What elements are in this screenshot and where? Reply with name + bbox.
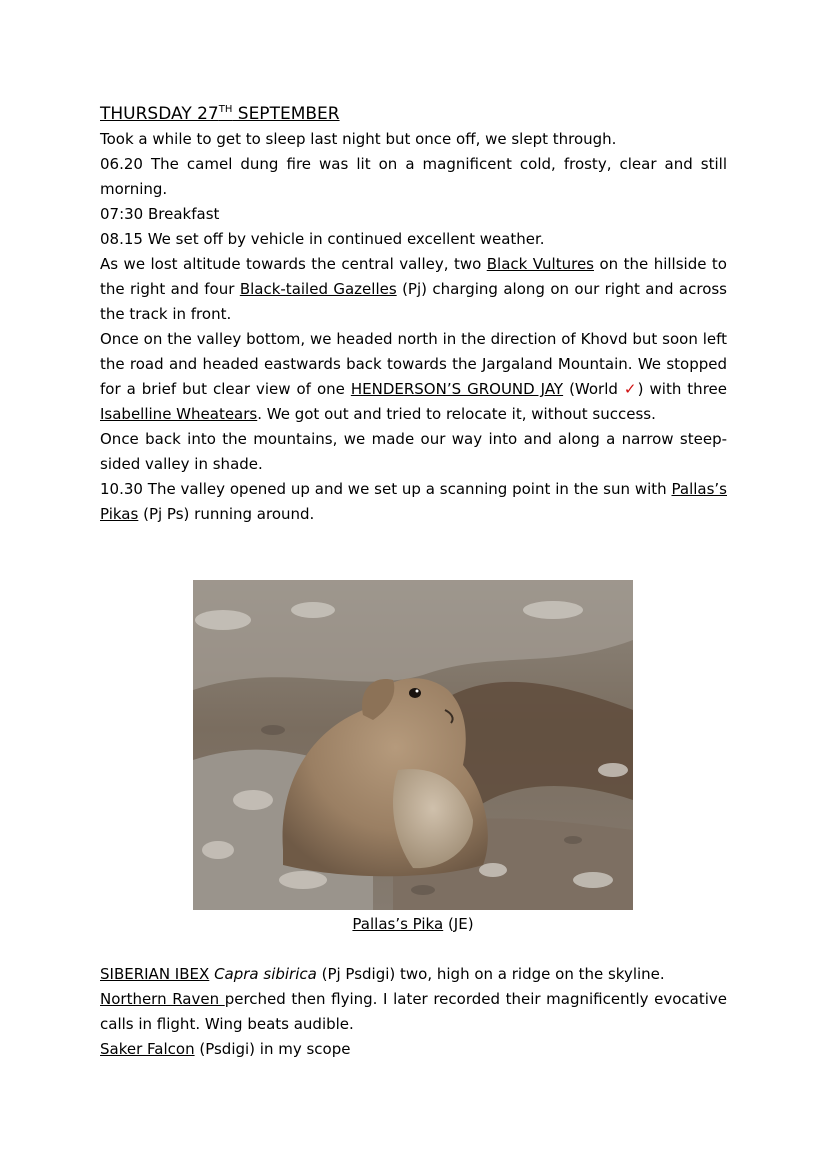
paragraph-scanning-point: 10.30 The valley opened up and we set up a scanning point in the sun with Pallas’s Pikas (Pj Ps) running around.	[100, 480, 727, 523]
species-hendersons-ground-jay: HENDERSON’S GROUND JAY	[350, 380, 564, 398]
species-pallas-pikas: Pallas’s Pikas	[100, 480, 727, 523]
species-saker-falcon: Saker Falcon	[100, 1040, 195, 1058]
photo-caption	[193, 912, 633, 937]
scientific-name: Capra sibirica	[214, 965, 317, 983]
caption-species: Pallas’s Pika	[352, 915, 444, 933]
paragraph-saker: Saker Falcon (Psdigi) in my scope	[100, 1040, 351, 1058]
paragraph-mountains: Once back into the mountains, we made our way into and along a narrow steep-sided valley in shade.	[100, 430, 727, 473]
paragraph-altitude: As we lost altitude towards the central valley, two Black Vultures on the hillside to the right and four Black-tailed Gazelles (Pj) charging along on our right and across the track in front.	[100, 255, 727, 323]
species-northern-raven: Northern Raven	[100, 990, 225, 1008]
checkmark-icon: ✓	[623, 380, 638, 398]
species-black-vultures: Black Vultures	[486, 255, 594, 273]
paragraph-fire: 06.20 The camel dung fire was lit on a magnificent cold, frosty, clear and still morning.	[100, 155, 727, 198]
paragraph-set-off: 08.15 We set off by vehicle in continued excellent weather.	[100, 230, 545, 248]
diary-text	[100, 101, 727, 527]
species-siberian-ibex: SIBERIAN IBEX	[100, 965, 210, 983]
paragraph-breakfast: 07:30 Breakfast	[100, 205, 220, 223]
diary-text-continued	[100, 962, 727, 1062]
pallas-pika-photo	[193, 580, 633, 910]
page-title: THURSDAY 27TH SEPTEMBER	[100, 104, 340, 124]
paragraph-sleep: Took a while to get to sleep last night but once off, we slept through.	[100, 130, 617, 148]
caption-credit: (JE)	[443, 915, 474, 933]
paragraph-ibex: SIBERIAN IBEX Capra sibirica (Pj Psdigi) two, high on a ridge on the skyline.	[100, 965, 665, 983]
title-superscript: TH	[218, 104, 233, 115]
paragraph-valley-bottom: Once on the valley bottom, we headed north in the direction of Khovd but soon left the road and headed eastwards back towards the Jargaland Mountain. We stopped for a brief but clear view of one HENDERSON’S GROUND JAY (World ✓) with three Isabelline Wheatears. We got out and tried to relocate it, without success.	[100, 330, 727, 423]
species-isabelline-wheatears: Isabelline Wheatears	[100, 405, 258, 423]
species-black-tailed-gazelles: Black-tailed Gazelles	[239, 280, 397, 298]
paragraph-raven: Northern Raven perched then flying. I later recorded their magnificently evocative calls in flight. Wing beats audible.	[100, 990, 728, 1033]
